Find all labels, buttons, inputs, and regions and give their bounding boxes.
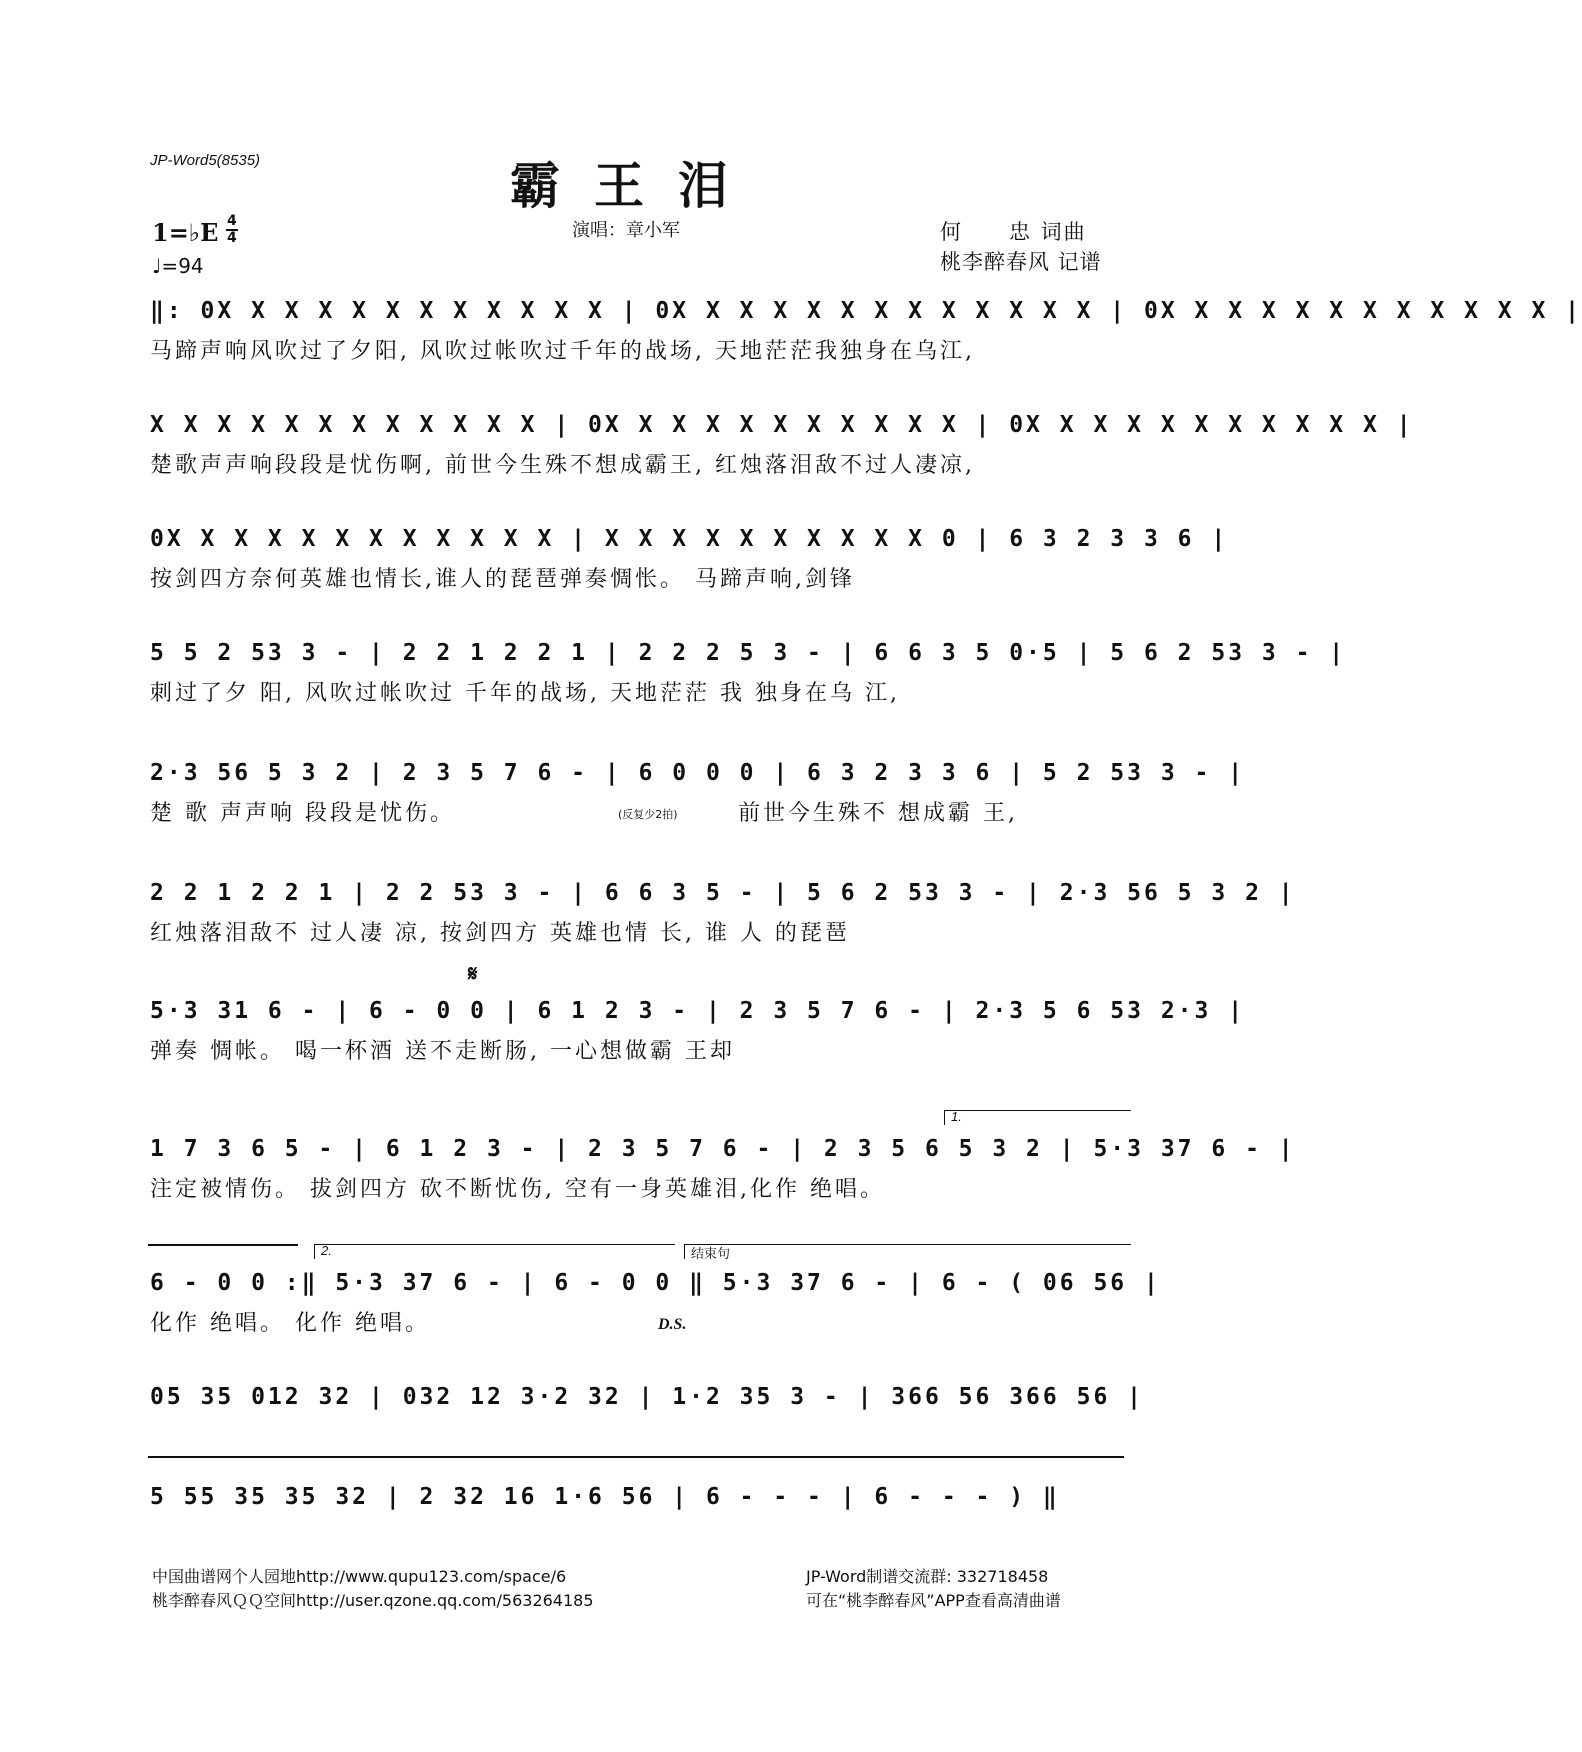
lyrics-row-8: 注定被情伤。 拔剑四方 砍不断忧伤, 空有一身英雄泪,化作 绝唱。 — [150, 1177, 885, 1202]
footer-group-info: JP-Word制谱交流群: 332718458 — [806, 1567, 1049, 1586]
footer-website-link[interactable]: 中国曲谱网个人园地http://www.qupu123.com/space/6 — [152, 1567, 567, 1586]
coda-label: 结束句 — [691, 1247, 731, 1262]
lyrics-row-5: 楚 歌 声声响 段段是忧伤。 — [150, 801, 455, 826]
time-signature-bottom: 4 — [227, 230, 237, 246]
notes-row-8: 1 7 3 6 5 - | 6 1 2 3 - | 2 3 5 7 6 - | 2 3 5 6 5 3 2 | 5·3 37 6 - | — [150, 1136, 1296, 1162]
notes-row-3: 0X X X X X X X X X X X X | X X X X X X X X X X 0 | 6 3 2 3 3 6 | — [150, 526, 1229, 552]
volta-1-label: 1. — [951, 1109, 962, 1124]
segno-sign: 𝄋 — [468, 962, 478, 987]
repeat-note: (反复少2拍) — [618, 808, 678, 821]
footer-qzone-link[interactable]: 桃李醉春风ＱＱ空间http://user.qzone.qq.com/563264185 — [152, 1591, 594, 1610]
notes-row-9: 6 - 0 0 :‖ 5·3 37 6 - | 6 - 0 0 ‖ 5·3 37 6 - | 6 - ( 06 56 | — [150, 1270, 1161, 1296]
coda-bracket — [684, 1244, 1131, 1262]
lyrics-row-1: 马蹄声响风吹过了夕阳, 风吹过帐吹过千年的战场, 天地茫茫我独身在乌江, — [150, 339, 975, 364]
lyrics-row-4: 刺过了夕 阳, 风吹过帐吹过 千年的战场, 天地茫茫 我 独身在乌 江, — [150, 681, 900, 706]
volta-1-bracket — [944, 1110, 1131, 1125]
transcriber-credit: 桃李醉春风 记谱 — [940, 250, 1102, 274]
volta-1-continuation — [148, 1244, 298, 1246]
footer-app-info: 可在“桃李醉春风”APP查看高清曲谱 — [806, 1591, 1061, 1610]
notes-row-1: ‖: 0X X X X X X X X X X X X | 0X X X X X X X X X X X X X | 0X X X X X X X X X X X X | — [150, 298, 1582, 324]
notes-row-6: 2 2 1 2 2 1 | 2 2 53 3 - | 6 6 3 5 - | 5 6 2 53 3 - | 2·3 56 5 3 2 | — [150, 880, 1296, 906]
notes-row-7: 5·3 31 6 - | 6 - 0 0 | 6 1 2 3 - | 2 3 5 7 6 - | 2·3 5 6 53 2·3 | — [150, 998, 1246, 1024]
software-version: JP-Word5(8535) — [150, 152, 261, 169]
dal-segno-mark: D.S. — [658, 1316, 687, 1333]
interlude-bracket — [148, 1456, 1124, 1458]
notes-row-10: 05 35 012 32 | 032 12 3·2 32 | 1·2 35 3 - | 366 56 366 56 | — [150, 1384, 1144, 1410]
lyricist-credit: 何 忠 词曲 — [940, 220, 1087, 244]
notes-row-2: X X X X X X X X X X X X | 0X X X X X X X X X X X | 0X X X X X X X X X X X | — [150, 412, 1414, 438]
notes-row-5: 2·3 56 5 3 2 | 2 3 5 7 6 - | 6 0 0 0 | 6 3 2 3 3 6 | 5 2 53 3 - | — [150, 760, 1246, 786]
song-title: 霸王泪 — [510, 156, 762, 215]
time-signature-top: 4 — [227, 213, 237, 229]
notes-row-11: 5 55 35 35 32 | 2 32 16 1·6 56 | 6 - - - | 6 - - - ) ‖ — [150, 1484, 1060, 1510]
lyrics-row-5-part2: 前世今生殊不 想成霸 王, — [738, 801, 1018, 826]
time-signature — [226, 214, 238, 246]
singer-credit: 演唱：章小军 — [572, 220, 680, 241]
key-signature: 1=♭E — [152, 218, 219, 247]
lyrics-row-6: 红烛落泪敌不 过人凄 凉, 按剑四方 英雄也情 长, 谁 人 的琵琶 — [150, 921, 850, 946]
lyrics-row-9: 化作 绝唱。 化作 绝唱。 — [150, 1311, 430, 1336]
volta-2-label: 2. — [321, 1243, 332, 1258]
volta-2-bracket — [314, 1244, 675, 1259]
lyrics-row-2: 楚歌声声响段段是忧伤啊, 前世今生殊不想成霸王, 红烛落泪敌不过人凄凉, — [150, 453, 975, 478]
lyrics-row-7: 弹奏 惆帐。 喝一杯酒 送不走断肠, 一心想做霸 王却 — [150, 1039, 735, 1064]
lyrics-row-3: 按剑四方奈何英雄也情长,谁人的琵琶弹奏惆怅。 马蹄声响,剑锋 — [150, 567, 855, 592]
notes-row-4: 5 5 2 53 3 - | 2 2 1 2 2 1 | 2 2 2 5 3 - | 6 6 3 5 0·5 | 5 6 2 53 3 - | — [150, 640, 1347, 666]
tempo-mark: ♩=94 — [152, 254, 204, 278]
